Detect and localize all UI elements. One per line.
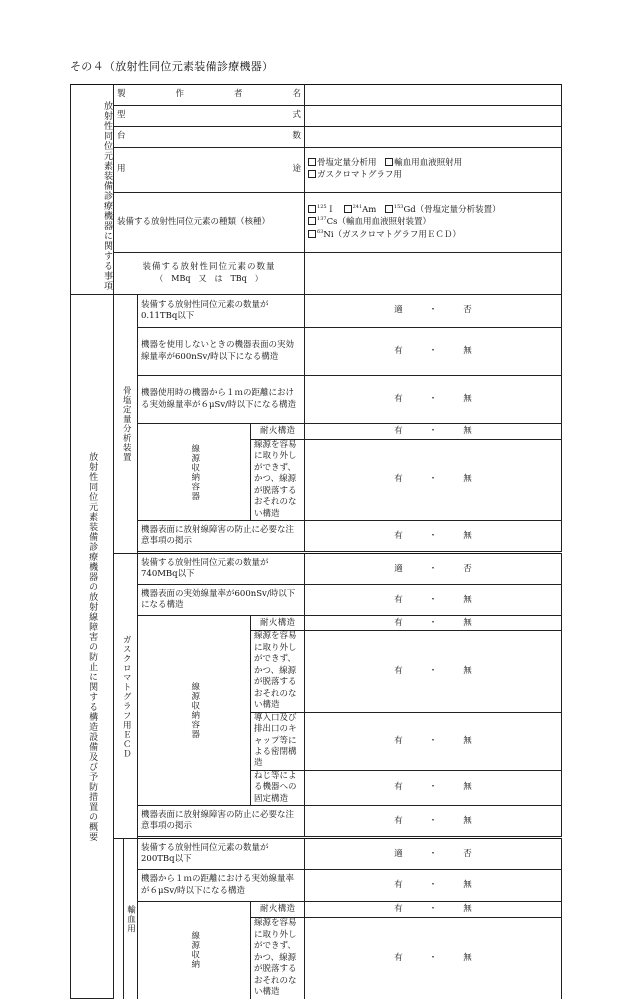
bone-fire-label: 耐 火 構 造 [251,424,305,440]
blood-device-label: 輸血用 [124,839,138,999]
gc-a3: 有 ・ 無 [305,616,562,631]
blood-a1: 適 ・ 否 [305,839,562,870]
iso-checkbox-2[interactable] [344,205,352,213]
isotope-options: $^{125}$Ｉ $^{241}$Am $^{153}$Gd（骨塩定量分析装置） $^{137}$Cs（輸血用血液照射装置） $^{63}$Ni（ガスクロマトグラフ用ＥＣＤ） [305,192,562,252]
section2-header: 放射性同位元素装備診療機器の放射線障害の防止に関する構造設備及び予防措置の概要 [71,295,114,999]
bone-q1: 装備する放射性同位元素の数量が0.11TBq以下 [138,295,305,328]
bone-a1: 適 ・ 否 [305,295,562,328]
isotope-quantity-label: 装備する放射性同位元素の数量 （ MBq 又 は TBq ） [114,253,305,295]
use-checkbox-3[interactable] [308,170,316,178]
gc-a5: 有 ・ 無 [305,712,562,770]
page-title: その４（放射性同位元素装備診療機器） [70,60,274,73]
gc-a1: 適 ・ 否 [305,554,562,585]
bone-a4: 有 ・ 無 [305,424,562,440]
section1-header: 放射性同位元素装備診療機器に関する事項 [71,85,114,295]
bone-container-label: 線源収納容器 [138,424,251,521]
bone-q2: 機器を使用しないときの機器表面の実効線量率が600nSv/時以下になる構造 [138,328,305,376]
gc-a6: 有 ・ 無 [305,770,562,805]
bone-a5: 有 ・ 無 [305,440,562,521]
model-label: 型 式 [114,106,305,127]
iso-checkbox-1[interactable] [308,205,316,213]
gc-q1: 装備する放射性同位元素の数量が740MBq以下 [138,554,305,585]
count-field[interactable] [305,127,562,148]
gc-fire-label: 耐 火 構 造 [251,616,305,631]
iso-checkbox-3[interactable] [385,205,393,213]
manufacturer-field[interactable] [305,85,562,106]
blood-q1: 装備する放射性同位元素の数量が200TBq以下 [138,839,305,870]
iso-checkbox-5[interactable] [308,230,316,238]
gc-q2: 機器表面の実効線量率が600nSv/時以下になる構造 [138,585,305,616]
blood-fire-label: 耐 火 構 造 [251,902,305,918]
model-field[interactable] [305,106,562,127]
blood-q4: 線源を容易に取り外しができず、かつ、線源が脱落するおそれのない構造 [251,918,305,999]
blood-a4: 有 ・ 無 [305,918,562,999]
gc-q4: 線源を容易に取り外しができず、かつ、線源が脱落するおそれのない構造 [251,631,305,712]
bone-q3: 機器使用時の機器から１ｍの距離における実効線量率が６μSv/時以下になる構造 [138,376,305,424]
blood-q2: 機器から１ｍの距離における実効線量率が６μSv/時以下になる構造 [138,870,305,902]
bone-q6: 機器表面に放射線障害の防止に必要な注意事項の掲示 [138,521,305,552]
bone-a3: 有 ・ 無 [305,376,562,424]
count-label: 台 数 [114,127,305,148]
gc-q6: ねじ等による機器への固定構造 [251,770,305,805]
gc-device-label: ガスクロマトグラフ用ＥＣＤ [114,554,138,839]
iso-checkbox-4[interactable] [308,217,316,225]
gc-a7: 有 ・ 無 [305,806,562,837]
bone-q5: 線源を容易に取り外しができず、かつ、線源が脱落するおそれのない構造 [251,440,305,521]
blood-container-label: 線源収納 [138,902,251,999]
blood-a3: 有 ・ 無 [305,902,562,918]
blood-a2: 有 ・ 無 [305,870,562,902]
use-label: 用 途 [114,148,305,193]
bone-device-label: 骨塩定量分析装置 [114,295,138,554]
isotope-quantity-field[interactable] [305,253,562,295]
use-checkbox-2[interactable] [385,158,393,166]
gc-q7: 機器表面に放射線障害の防止に必要な注意事項の掲示 [138,806,305,837]
gc-container-label: 線源収納容器 [138,616,251,806]
use-options: 骨塩定量分析用 輸血用血液照射用 ガスクロマトグラフ用 [305,148,562,193]
equipment-form [70,84,562,999]
gc-a2: 有 ・ 無 [305,585,562,616]
isotope-type-label: 装備する放射性同位元素の種類（核種） [114,192,305,252]
manufacturer-label: 製 作 者 名 [114,85,305,106]
blood-spacer [114,839,124,999]
gc-a4: 有 ・ 無 [305,631,562,712]
gc-q5: 導入口及び排出口のキャップ等による密閉構造 [251,712,305,770]
use-checkbox-1[interactable] [308,158,316,166]
bone-a6: 有 ・ 無 [305,521,562,552]
bone-a2: 有 ・ 無 [305,328,562,376]
